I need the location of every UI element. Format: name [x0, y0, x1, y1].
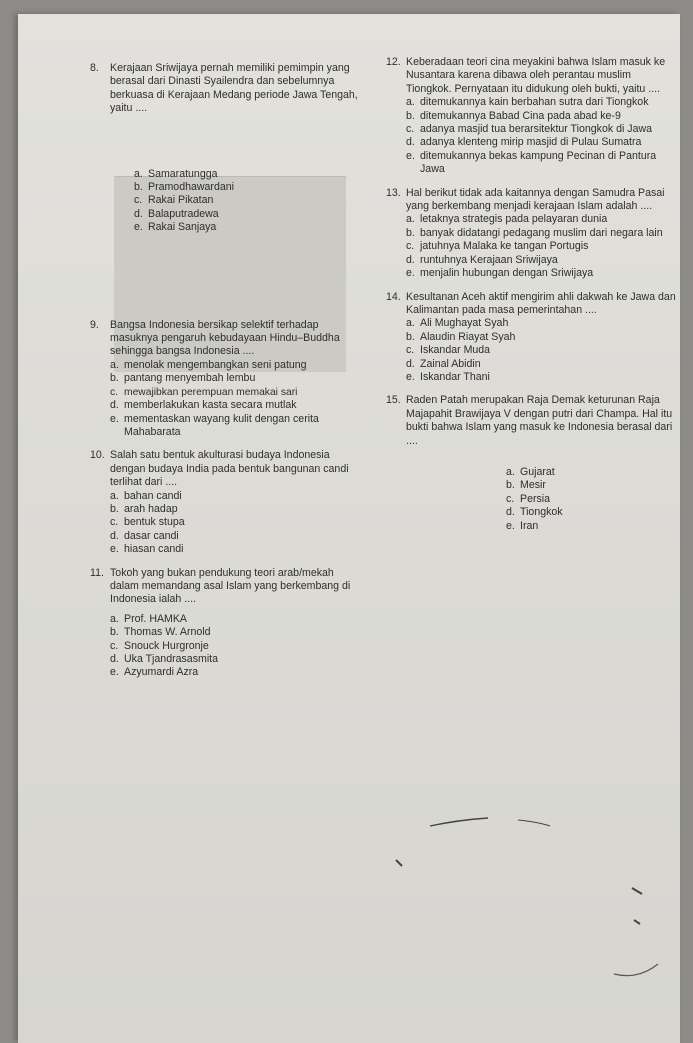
question-number: 13.: [386, 186, 401, 199]
option: b. pantang menyembah lembu: [110, 372, 256, 385]
option: b. banyak didatangi pedagang muslim dari negara lain: [406, 226, 663, 239]
question-number: 14.: [386, 290, 401, 303]
option: c. Snouck Hurgronje: [110, 639, 209, 652]
question-9: [90, 319, 362, 359]
question-13: [386, 187, 676, 214]
option: c. bentuk stupa: [110, 516, 185, 529]
question-number: 12.: [386, 56, 401, 68]
option: b. ditemukannya Babad Cina pada abad ke-9: [406, 109, 621, 122]
question-8: [90, 62, 362, 116]
question-text: Tokoh yang bukan pendukung teori arab/mekah dalam memandang asal Islam yang berkembang di Indonesia ialah ....: [110, 566, 351, 606]
option: e. Azyumardi Azra: [110, 666, 199, 679]
option: d. Balaputradewa: [134, 207, 219, 220]
option: a. Prof. HAMKA: [110, 612, 187, 625]
option: e. ditemukannya bekas kampung Pecinan di Pantura Jawa: [406, 149, 657, 176]
question-number: 9.: [90, 318, 99, 331]
option: c. Rakai Pikatan: [134, 194, 214, 207]
option: b. Pramodhawardani: [134, 181, 234, 194]
option: a. bahan candi: [110, 489, 182, 502]
option: e. menjalin hubungan dengan Sriwijaya: [406, 267, 594, 280]
question-text: Kesultanan Aceh aktif mengirim ahli dakwah ke Jawa dan Kalimantan pada masa pemerintahan ....: [406, 290, 676, 316]
worksheet-page: [18, 14, 680, 1043]
question-15: [386, 394, 676, 448]
question-text: Keberadaan teori cina meyakini bahwa Islam masuk ke Nusantara karena dibawa oleh perantau muslim Tiongkok. Pernyataan itu didukung oleh bukti, yaitu ....: [406, 56, 666, 95]
option: e. Rakai Sanjaya: [134, 221, 217, 234]
question-text: Salah satu bentuk akulturasi budaya Indonesia dengan budaya India pada bentuk bangunan candi terlihat dari ....: [110, 449, 349, 489]
option: a. Ali Mughayat Syah: [406, 317, 509, 330]
option: b. Thomas W. Arnold: [110, 626, 211, 639]
option: d. Zainal Abidin: [406, 357, 481, 370]
question-text: Bangsa Indonesia bersikap selektif terhadap masuknya pengaruh kebudayaan Hindu–Buddha sehingga bangsa Indonesia ....: [110, 318, 340, 358]
option: a. menolak mengembangkan seni patung: [110, 358, 307, 371]
option: e. mementaskan wayang kulit dengan cerita Mahabarata: [110, 412, 319, 438]
option: b. arah hadap: [110, 502, 178, 515]
option: d. Tiongkok: [506, 506, 563, 519]
left-column: [90, 62, 362, 680]
right-column: [386, 56, 676, 533]
option: d. dasar candi: [110, 529, 179, 542]
option: b. Mesir: [506, 479, 546, 492]
question-number: 11.: [90, 566, 104, 579]
option: c. jatuhnya Malaka ke tangan Portugis: [406, 240, 589, 253]
question-number: 10.: [90, 449, 105, 462]
question-number: 15.: [386, 394, 401, 407]
question-11: [90, 567, 362, 607]
question-10: [90, 449, 362, 489]
question-14: [386, 291, 676, 318]
question-text: Kerajaan Sriwijaya pernah memiliki pemimpin yang berasal dari Dinasti Syailendra dan sebelumnya berkuasa di Kerajaan Medang periode Jawa Tengah, yaitu ....: [110, 62, 358, 115]
option: c. mewajibkan perempuan memakai sari: [110, 386, 298, 398]
option: c. adanya masjid tua berarsitektur Tiongkok di Jawa: [406, 123, 653, 136]
option: e. Iran: [506, 519, 539, 532]
option: a. Gujarat: [506, 465, 555, 478]
option: a. letaknya strategis pada pelayaran dunia: [406, 213, 608, 226]
question-text: Hal berikut tidak ada kaitannya dengan Samudra Pasai yang berkembang menjadi kerajaan Islam adalah ....: [406, 186, 665, 213]
question-number: 8.: [90, 62, 99, 74]
option: d. Uka Tjandrasasmita: [110, 653, 219, 665]
question-12: [386, 56, 676, 96]
option: a. Samaratungga: [134, 167, 218, 180]
option: c. Iskandar Muda: [406, 344, 491, 357]
option: b. Alaudin Riayat Syah: [406, 330, 516, 343]
option: e. Iskandar Thani: [406, 370, 490, 383]
option: d. memberlakukan kasta secara mutlak: [110, 399, 297, 412]
option: e. hiasan candi: [110, 543, 184, 556]
option: d. runtuhnya Kerajaan Sriwijaya: [406, 253, 558, 266]
option: d. adanya klenteng mirip masjid di Pulau Sumatra: [406, 136, 642, 149]
question-text: Raden Patah merupakan Raja Demak keturunan Raja Majapahit Brawijaya V dengan putri dari Champa. Hal itu bukti bahwa Islam yang masuk ke Indonesia berasal dari ....: [406, 394, 673, 447]
option: a. ditemukannya kain berbahan sutra dari Tiongkok: [406, 96, 649, 109]
option: c. Persia: [506, 492, 551, 505]
